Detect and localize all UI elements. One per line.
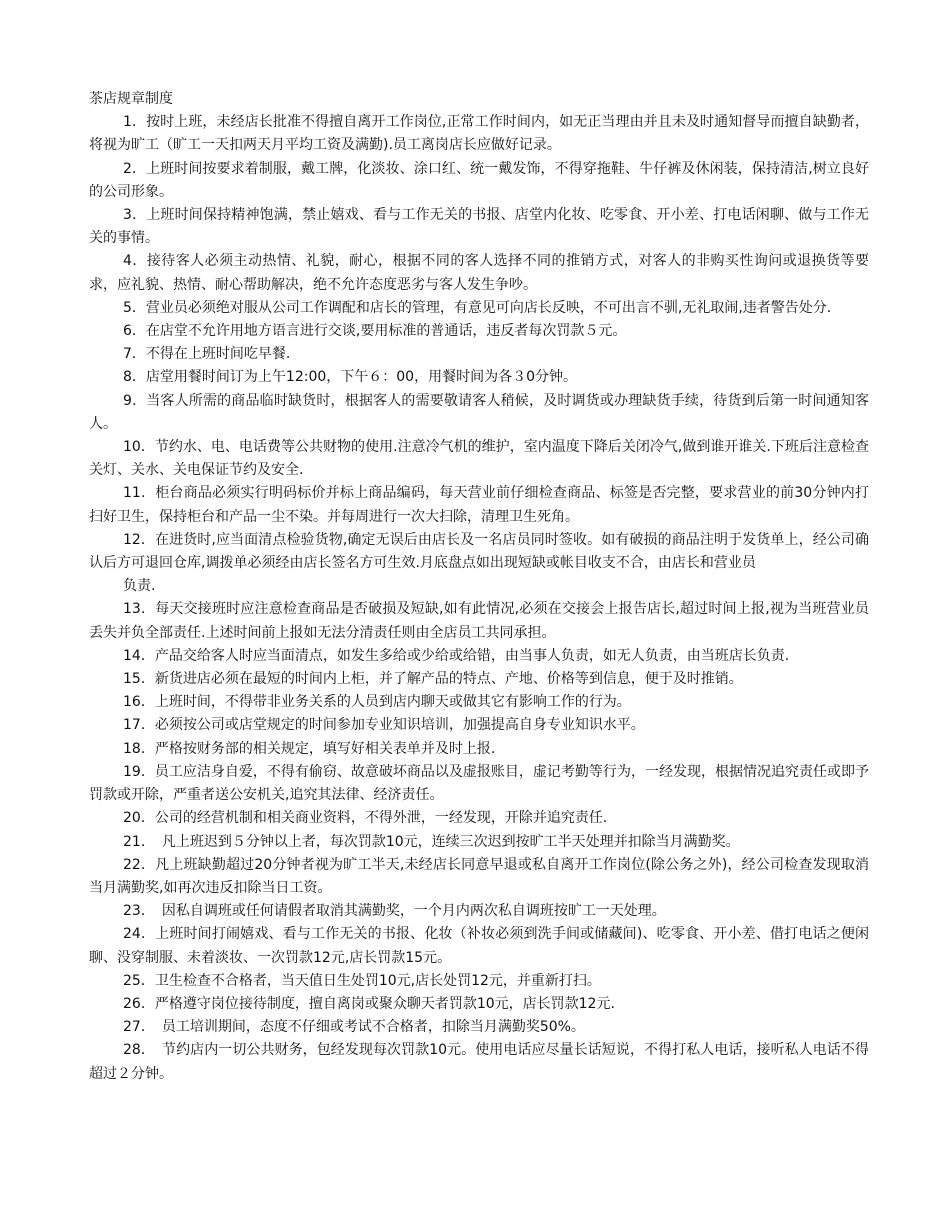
rule-13: 13．每天交接班时应注意检查商品是否破损及短缺,如有此情况,必须在交接会上报告店长,超过时间上报,视为当班营业员丢失并负全部责任.上述时间前上报如无法分清责任则由全店员工共同承担。 bbox=[89, 601, 869, 641]
rule-12-tail: 负责. bbox=[123, 578, 156, 595]
rule-5: 5．营业员必须绝对服从公司工作调配和店长的管理，有意见可向店长反映，不可出言不驯,无礼取闹,违者警告处分. bbox=[123, 299, 832, 316]
rule-6: 6．在店堂不允许用地方语言进行交谈,要用标准的普通话，违反者每次罚款５元。 bbox=[123, 323, 627, 340]
rule-25: 25．卫生检查不合格者，当天值日生处罚10元,店长处罚12元，并重新打扫。 bbox=[123, 972, 601, 989]
rule-15: 15．新货进店必须在最短的时间内上柜，并了解产品的特点、产地、价格等到信息，便于及时推销。 bbox=[123, 671, 743, 688]
rule-4: 4．接待客人必须主动热情、礼貌，耐心，根据不同的客人选择不同的推销方式，对客人的非购买性询问或退换货等要求，应礼貌、热情、耐心帮助解决，绝不允许态度恶劣与客人发生争吵。 bbox=[89, 253, 869, 293]
rule-10: 10．节约水、电、电话费等公共财物的使用.注意冷气机的维护，室内温度下降后关闭冷气,做到谁开谁关.下班后注意检查关灯、关水、关电保证节约及安全. bbox=[89, 439, 869, 479]
rule-23: 23． 因私自调班或任何请假者取消其满勤奖，一个月内两次私自调班按旷工一天处理。 bbox=[123, 903, 666, 920]
rule-21: 21． 凡上班迟到５分钟以上者，每次罚款10元，连续三次迟到按旷工半天处理并扣除当月满勤奖。 bbox=[123, 833, 740, 850]
rule-14: 14．产品交给客人时应当面清点，如发生多给或少给或给错，由当事人负责，如无人负责，由当班店长负责. bbox=[123, 647, 790, 664]
rule-22: 22．凡上班缺勤超过20分钟者视为旷工半天,未经店长同意早退或私自离开工作岗位(除公务之外)，经公司检查发现取消当月满勤奖,如再次违反扣除当日工资。 bbox=[89, 856, 869, 896]
rule-20: 20．公司的经营机制和相关商业资料，不得外泄，一经发现，开除并追究责任. bbox=[123, 810, 608, 827]
rule-11: 11．柜台商品必须实行明码标价并标上商品编码，每天营业前仔细检查商品、标签是否完整，要求营业的前30分钟内打扫好卫生，保持柜台和产品一尘不染。并每周进行一次大扫除，清理卫生死角。 bbox=[89, 485, 869, 525]
rule-8: 8．店堂用餐时间订为上午12:00，下午６：00，用餐时间为各３0分钟。 bbox=[123, 369, 577, 386]
document-title: 茶店规章制度 bbox=[89, 91, 173, 107]
rule-12: 12．在进货时,应当面清点检验货物,确定无误后由店长及一名店员同时签收。如有破损的商品注明于发货单上，经公司确认后方可退回仓库,调拨单必须经由店长签名方可生效.月底盘点如出现短缺或帐目收支不合，由店长和营业员 bbox=[89, 531, 869, 572]
rule-2: 2．上班时间按要求着制服，戴工牌，化淡妆、涂口红、统一戴发饰，不得穿拖鞋、牛仔裤及休闲装，保持清洁,树立良好的公司形象。 bbox=[89, 160, 869, 200]
rule-17: 17．必须按公司或店堂规定的时间参加专业知识培训，加强提高自身专业知识水平。 bbox=[123, 717, 645, 734]
rule-7: 7．不得在上班时间吃早餐. bbox=[123, 346, 291, 363]
rule-9: 9．当客人所需的商品临时缺货时，根据客人的需要敬请客人稍候，及时调货或办理缺货手续，待货到后第一时间通知客人。 bbox=[89, 392, 869, 432]
rule-19: 19．员工应洁身自爱，不得有偷窃、故意破坏商品以及虚报账目，虚记考勤等行为，一经发现，根据情况追究责任或即予罚款或开除，严重者送公安机关,追究其法律、经济责任。 bbox=[89, 763, 869, 804]
rule-26: 26．严格遵守岗位接待制度，擅自离岗或聚众聊天者罚款10元，店长罚款12元. bbox=[123, 995, 615, 1012]
rule-27: 27． 员工培训期间，态度不仔细或考试不合格者，扣除当月满勤奖50%。 bbox=[123, 1019, 585, 1036]
rule-28: 28． 节约店内一切公共财务，包经发现每次罚款10元。使用电话应尽量长话短说，不得打私人电话，接听私人电话不得超过２分钟。 bbox=[89, 1042, 869, 1082]
rule-24: 24．上班时间打闹嬉戏、看与工作无关的书报、化妆（补妆必须到洗手间或储藏间)、吃零食、开小差、借打电话之便闲聊、没穿制服、未着淡妆、一次罚款12元,店长罚款15元。 bbox=[89, 926, 869, 966]
rule-1: 1．按时上班，未经店长批准不得擅自离开工作岗位,正常工作时间内，如无正当理由并且未及时通知督导而擅自缺勤者，将视为旷工（旷工一天扣两天月平均工资及满勤).员工离岗店长应做好记录。 bbox=[89, 114, 869, 154]
rule-16: 16．上班时间，不得带非业务关系的人员到店内聊天或做其它有影响工作的行为。 bbox=[123, 694, 631, 711]
rule-3: 3．上班时间保持精神饱满，禁止嬉戏、看与工作无关的书报、店堂内化妆、吃零食、开小差、打电话闲聊、做与工作无关的事情。 bbox=[89, 207, 869, 247]
document-page bbox=[89, 88, 869, 1086]
rule-18: 18．严格按财务部的相关规定，填写好相关表单并及时上报. bbox=[123, 740, 496, 757]
